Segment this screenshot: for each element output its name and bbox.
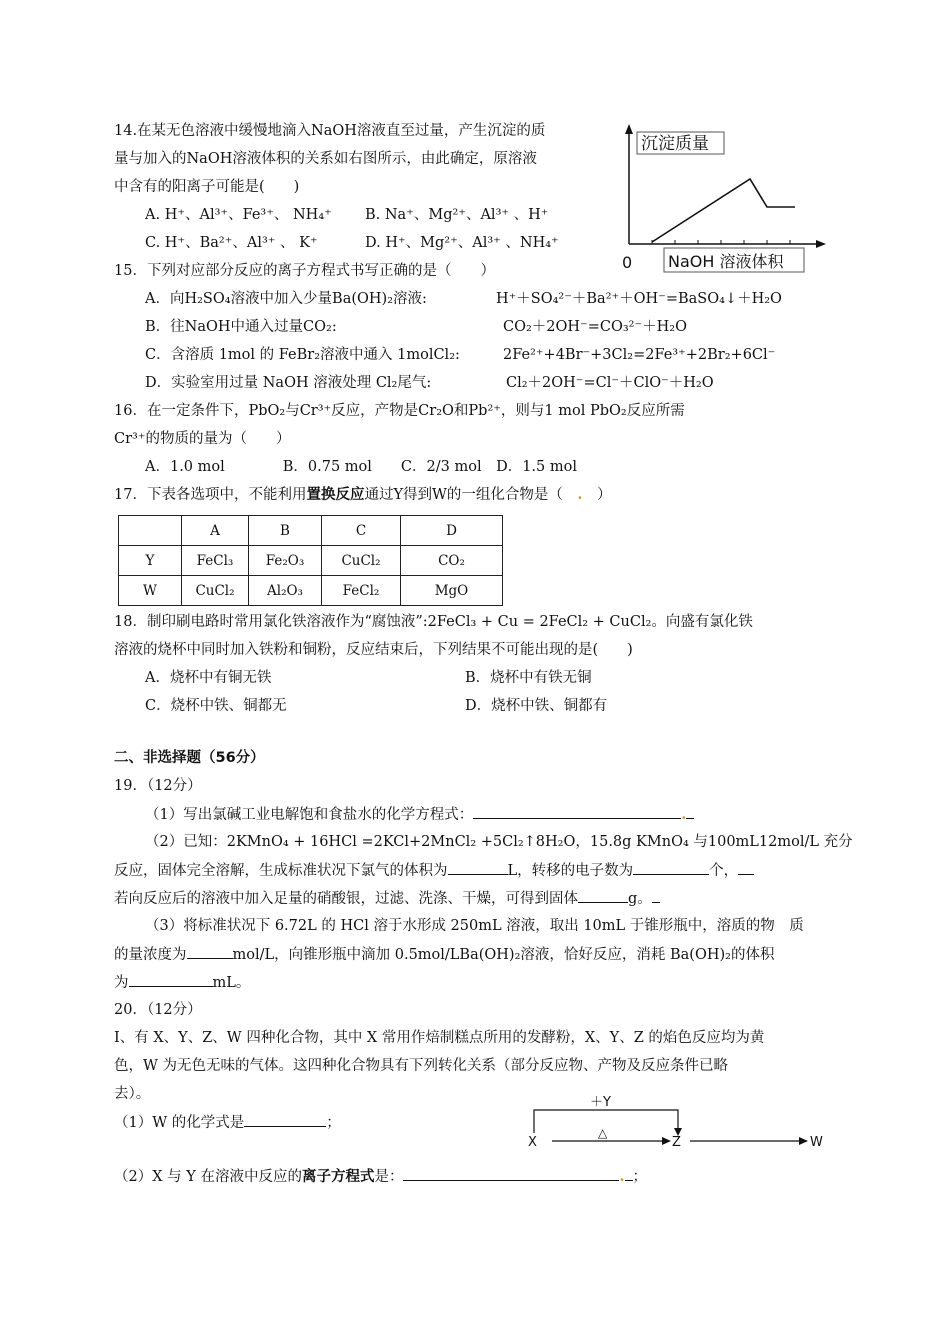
node-z: Z bbox=[672, 1135, 681, 1150]
q14-line2: 量与加入的NaOH溶液体积的关系如右图所示，由此确定，原溶液 bbox=[114, 151, 537, 167]
table-cell: Al₂O₃ bbox=[249, 576, 322, 606]
q15-option-d: D．实验室用过量 NaOH 溶液处理 Cl₂尾气: bbox=[145, 375, 432, 391]
answer-blank[interactable] bbox=[473, 804, 681, 819]
q20-head: 20．（12分） bbox=[114, 1002, 202, 1018]
q14-option-c: C. H⁺、Ba²⁺、Al³⁺ 、 K⁺ bbox=[145, 235, 318, 251]
q19-part2-text-d: 若向反应后的溶液中加入足量的硝酸银，过滤、洗涤、干燥，可得到固体 bbox=[114, 891, 578, 907]
q20-line2: 色，W 为无色无味的气体。这四种化合物具有下列转化关系（部分反应物、产物及反应条件已略 bbox=[114, 1058, 729, 1074]
q20-part2: （2）X 与 Y 在溶液中反应的离子方程式是： . ； bbox=[114, 1168, 648, 1185]
q15-option-c-equation: 2Fe²⁺+4Br⁻+3Cl₂=2Fe³⁺+2Br₂+6Cl⁻ bbox=[503, 347, 776, 363]
table-cell: W bbox=[119, 576, 182, 606]
q19-part2-line2 bbox=[114, 860, 754, 881]
graph-x-label: NaOH 溶液体积 bbox=[668, 252, 784, 271]
plus-y-label: ＋Y bbox=[590, 1095, 611, 1110]
q14-option-b: B. Na⁺、Mg²⁺、Al³⁺ 、H⁺ bbox=[365, 207, 549, 223]
q18-line2: 溶液的烧杯中同时加入铁粉和铜粉，反应结束后，下列结果不可能出现的是( ) bbox=[114, 642, 633, 658]
q15-option-c: C．含溶质 1mol 的 FeBr₂溶液中通入 1molCl₂: bbox=[145, 347, 460, 363]
table-row bbox=[119, 516, 503, 546]
table-cell: B bbox=[249, 516, 322, 546]
table-cell: Fe₂O₃ bbox=[249, 546, 322, 576]
q15-option-d-equation: Cl₂＋2OH⁻=Cl⁻＋ClO⁻＋H₂O bbox=[506, 375, 714, 391]
q17-stem-bold: 置换反应 bbox=[306, 486, 365, 503]
q19-part3-line2 bbox=[114, 944, 774, 965]
answer-blank[interactable] bbox=[129, 972, 213, 987]
q17-stem-end: ） bbox=[597, 487, 612, 503]
q17-table bbox=[118, 515, 503, 606]
q19-part1-text: （1）写出氯碱工业电解饱和食盐水的化学方程式： bbox=[145, 807, 474, 823]
table-row bbox=[119, 576, 503, 606]
q20-part2-text-b: 是： bbox=[374, 1169, 404, 1185]
q20-part1-text: （1）W 的化学式是 bbox=[114, 1115, 245, 1131]
table-cell: CO₂ bbox=[401, 546, 503, 576]
q20-line1: I、有 X、Y、Z、W 四种化合物，其中 X 常用作焙制糕点所用的发酵粉，X、Y、Z 的焰色反应均为黄 bbox=[114, 1030, 765, 1046]
q20-part2-end: ； bbox=[632, 1169, 648, 1185]
q20-line3: 去）。 bbox=[114, 1086, 151, 1102]
table-cell: Y bbox=[119, 546, 182, 576]
q19-part3-text-b: mol/L，向锥形瓶中滴加 0.5mol/LBa(OH)₂溶液，恰好反应，消耗 Ba(OH)₂的体积 bbox=[232, 947, 775, 963]
q14-line3: 中含有的阳离子可能是( ) bbox=[114, 179, 300, 195]
q19-part2-text-c: 个， bbox=[709, 863, 739, 879]
q17-stem: 17．下表各选项中，不能利用置换反应通过Y得到W的一组化合物是（ . ） bbox=[114, 486, 612, 503]
graph-origin-label: 0 bbox=[622, 253, 633, 272]
answer-blank[interactable] bbox=[686, 804, 694, 819]
answer-blank[interactable] bbox=[633, 860, 709, 875]
answer-blank[interactable] bbox=[578, 888, 628, 903]
node-x: X bbox=[528, 1135, 537, 1150]
q15-option-b: B．往NaOH中通入过量CO₂: bbox=[145, 319, 337, 335]
answer-blank[interactable] bbox=[652, 888, 660, 903]
q19-part2-text-e: g。 bbox=[628, 891, 652, 907]
q15-option-b-equation: CO₂＋2OH⁻=CO₃²⁻＋H₂O bbox=[503, 319, 687, 335]
table-cell: D bbox=[401, 516, 503, 546]
q17-stem-post: 通过Y得到W的一组化合物是（ bbox=[364, 487, 563, 503]
q14-option-d: D. H⁺、Mg²⁺、Al³⁺ 、NH₄⁺ bbox=[365, 235, 559, 251]
q18-option-c: C．烧杯中铁、铜都无 bbox=[145, 698, 287, 714]
q14-option-a: A. H⁺、Al³⁺、Fe³⁺、 NH₄⁺ bbox=[145, 207, 332, 223]
q18-option-b: B．烧杯中有铁无铜 bbox=[465, 670, 592, 686]
q14-precipitate-graph bbox=[612, 122, 827, 277]
q19-part2-text-a: 反应，固体完全溶解，生成标准状况下氯气的体积为 bbox=[114, 863, 448, 879]
graph-y-label: 沉淀质量 bbox=[641, 134, 709, 154]
answer-blank[interactable] bbox=[738, 860, 754, 875]
table-cell: CuCl₂ bbox=[182, 576, 249, 606]
q16-options: A．1.0 mol B．0.75 mol C．2/3 mol D．1.5 mol bbox=[145, 459, 577, 475]
heat-symbol: △ bbox=[598, 1126, 608, 1140]
q14-line1: 14.在某无色溶液中缓慢地滴入NaOH溶液直至过量，产生沉淀的质 bbox=[114, 123, 546, 139]
q15-stem: 15．下列对应部分反应的离子方程式书写正确的是（ ） bbox=[114, 263, 495, 279]
q19-head: 19．（12分） bbox=[114, 778, 202, 794]
q19-part3-line3 bbox=[114, 972, 250, 993]
q20-part1-end: ； bbox=[326, 1115, 341, 1131]
answer-blank[interactable] bbox=[244, 1112, 326, 1127]
answer-blank[interactable] bbox=[448, 860, 508, 875]
q19-part3-text-a: 的量浓度为 bbox=[114, 947, 187, 963]
q19-part2-text-b: L，转移的电子数为 bbox=[507, 863, 634, 879]
table-cell: FeCl₃ bbox=[182, 546, 249, 576]
table-cell: MgO bbox=[401, 576, 503, 606]
q17-stem-pre: 17．下表各选项中，不能利用 bbox=[114, 487, 307, 503]
q19-part2-line3 bbox=[114, 888, 660, 909]
q16-line2: Cr³⁺的物质的量为（ ） bbox=[114, 431, 291, 447]
table-row bbox=[119, 546, 503, 576]
q19-part3-line1: （3）将标准状况下 6.72L 的 HCl 溶于水形成 250mL 溶液，取出 10mL 于锥形瓶中，溶质的物 质 bbox=[145, 918, 804, 934]
node-w: W bbox=[810, 1135, 823, 1150]
answer-blank[interactable] bbox=[187, 944, 233, 959]
section-title: 二、非选择题（56分） bbox=[114, 750, 265, 766]
q15-option-a: A．向H₂SO₄溶液中加入少量Ba(OH)₂溶液: bbox=[145, 291, 427, 307]
q19-part3-text-c: 为 bbox=[114, 975, 129, 991]
table-cell: FeCl₂ bbox=[322, 576, 401, 606]
q15-option-a-equation: H⁺＋SO₄²⁻＋Ba²⁺＋OH⁻=BaSO₄↓＋H₂O bbox=[496, 291, 782, 307]
answer-blank[interactable] bbox=[625, 1166, 633, 1181]
q19-part2-line1: （2）已知：2KMnO₄ + 16HCl =2KCl+2MnCl₂ +5Cl₂↑8H₂O，15.8g KMnO₄ 与100mL12mol/L 充分 bbox=[145, 834, 853, 850]
q19-part1: （1）写出氯碱工业电解饱和食盐水的化学方程式： . bbox=[145, 804, 694, 825]
table-cell bbox=[119, 516, 182, 546]
q20-conversion-diagram bbox=[520, 1092, 830, 1152]
q20-part2-text-a: （2）X 与 Y 在溶液中反应的 bbox=[114, 1169, 302, 1185]
q19-part3-text-d: mL。 bbox=[212, 975, 251, 991]
table-cell: C bbox=[322, 516, 401, 546]
q20-part2-bold: 离子方程式 bbox=[301, 1168, 375, 1185]
q18-option-d: D．烧杯中铁、铜都有 bbox=[465, 698, 608, 714]
table-cell: CuCl₂ bbox=[322, 546, 401, 576]
answer-blank[interactable] bbox=[403, 1166, 619, 1181]
q16-line1: 16．在一定条件下，PbO₂与Cr³⁺反应，产物是Cr₂O和Pb²⁺，则与1 mol PbO₂反应所需 bbox=[114, 403, 685, 419]
q20-part1 bbox=[114, 1112, 341, 1133]
q18-option-a: A．烧杯中有铜无铁 bbox=[145, 670, 272, 686]
q18-line1: 18．制印刷电路时常用氯化铁溶液作为“腐蚀液”:2FeCl₃ + Cu = 2FeCl₂ + CuCl₂。向盛有氯化铁 bbox=[114, 614, 753, 630]
table-cell: A bbox=[182, 516, 249, 546]
